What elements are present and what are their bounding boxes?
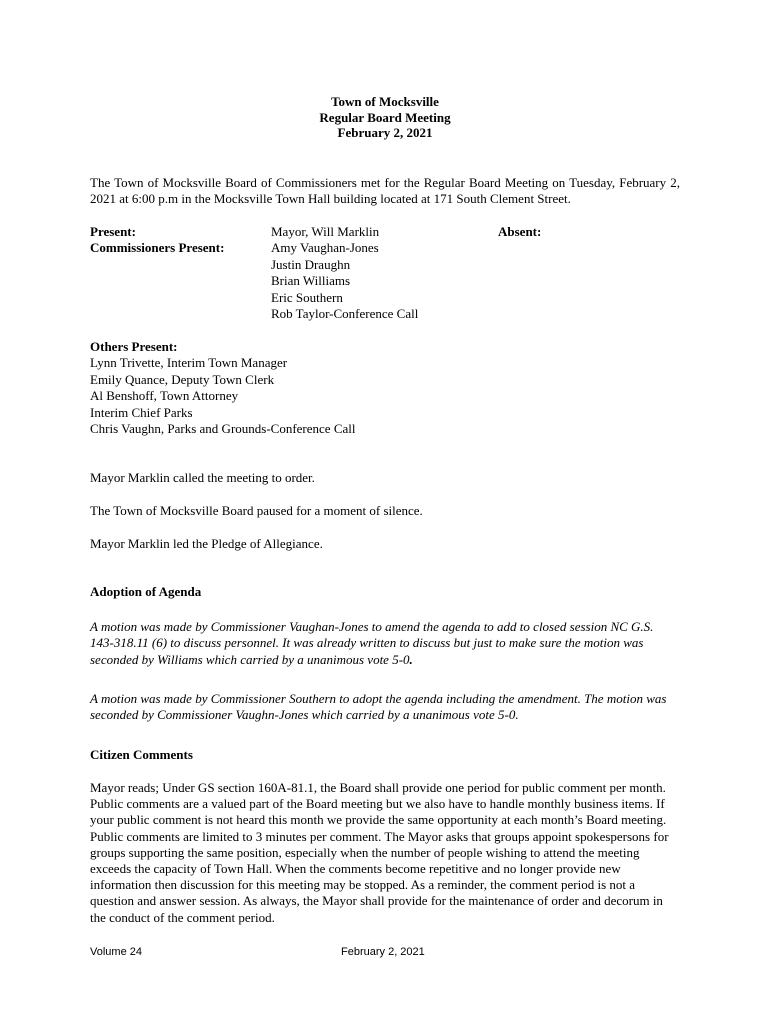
others-present-name: Chris Vaughn, Parks and Grounds-Conference Call [90,421,356,437]
commissioners-present-label: Commissioners Present: [90,240,225,255]
header-meeting-date: February 2, 2021 [337,125,433,140]
agenda-motion-1-period: . [409,651,413,667]
pledge-line: Mayor Marklin led the Pledge of Allegiance. [90,536,323,551]
attendee-list [271,224,418,322]
others-present-heading: Others Present: [90,339,178,354]
moment-of-silence-line: The Town of Mocksville Board paused for a moment of silence. [90,503,423,518]
others-present-name: Interim Chief Parks [90,404,193,420]
others-present-name: Lynn Trivette, Interim Town Manager [90,355,288,371]
header-town-name: Town of Mocksville [331,94,439,109]
attendee-name: Amy Vaughan-Jones [271,240,379,256]
agenda-motion-1-text: A motion was made by Commissioner Vaughan-Jones to amend the agenda to add to closed session NC G.S. 143-318.11 (6) to discuss personnel. It was already written to discuss but just to make sure the motion was seconded by Williams which carried by a unanimous vote 5-0 [90,619,654,667]
others-present-name: Emily Quance, Deputy Town Clerk [90,371,275,387]
agenda-heading: Adoption of Agenda [90,584,202,599]
present-label: Present: [90,224,136,239]
absent-label: Absent: [498,224,542,239]
attendee-name: Rob Taylor-Conference Call [271,306,419,322]
attendee-name: Eric Southern [271,289,343,305]
others-present-name: Al Benshoff, Town Attorney [90,388,239,404]
footer-volume: Volume 24 [90,946,142,958]
agenda-motion-2: A motion was made by Commissioner Southern to adopt the agenda including the amendment. The motion was seconded by Commissioner Vaughn-Jones which carried by a unanimous vote 5-0. [90,691,667,723]
attendee-name: Brian Williams [271,273,351,289]
attendee-name: Mayor, Will Marklin [271,224,380,239]
attendee-name: Justin Draughn [271,256,351,272]
citizen-comments-heading: Citizen Comments [90,747,193,762]
agenda-motion-1 [90,619,680,668]
others-present-section [90,339,356,437]
intro-paragraph: The Town of Mocksville Board of Commissioners met for the Regular Board Meeting on Tuesday, February 2, 2021 at 6:00 p.m in the Mocksville Town Hall building located at 171 South Clement Street. [90,175,680,207]
footer-date: February 2, 2021 [341,946,425,958]
citizen-comments-body: Mayor reads; Under GS section 160A-81.1, the Board shall provide one period for public comment per month. Public comments are a valued part of the Board meeting but we also have to handle monthly business items. If your public comment is not heard this month we provide the same opportunity at each month’s Board meeting. Public comments are limited to 3 minutes per comment. The Mayor asks that groups appoint spokespersons for groups supporting the same position, especially when the number of people wishing to attend the meeting exceeds the capacity of Town Hall. When the comments become repetitive and no longer provide new information then discussion for this meeting may be stopped. As a reminder, the comment period is not a question and answer session. As always, the Mayor shall provide for the maintenance of order and decorum in the conduct of the comment period. [90,780,669,925]
header-meeting-type: Regular Board Meeting [319,109,451,125]
call-to-order-line: Mayor Marklin called the meeting to order. [90,470,315,485]
document-header [0,94,770,141]
